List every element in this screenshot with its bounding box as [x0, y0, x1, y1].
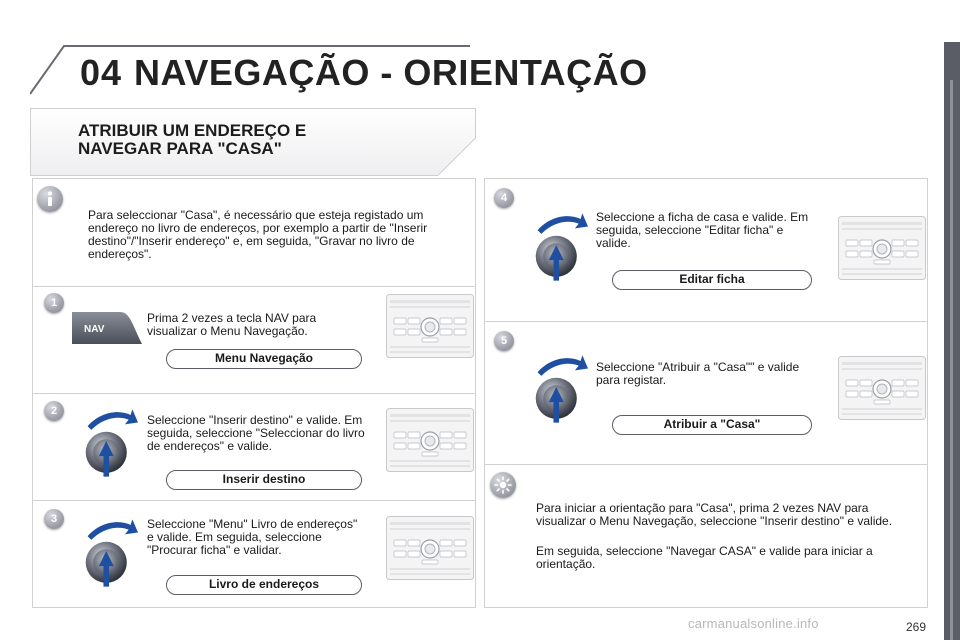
rotary-knob-icon	[82, 514, 138, 592]
atribuir-a-casa-button[interactable]: Atribuir a "Casa"	[612, 415, 812, 435]
chapter-title: NAVEGAÇÃO - ORIENTAÇÃO	[134, 52, 648, 93]
tip-text-line1: Para iniciar a orientação para "Casa", prima 2 vezes NAV para visualizar o Menu Navegação, seleccione "Inserir destino" e valide.	[536, 501, 893, 528]
step-5-text: Seleccione "Atribuir a "Casa"" e valide para registar.	[596, 360, 800, 387]
step-1-badge: 1	[44, 293, 64, 313]
menu-navegacao-button[interactable]: Menu Navegação	[166, 349, 362, 369]
watermark: carmanualsonline.info	[688, 616, 819, 631]
radio-panel-image	[386, 516, 474, 580]
section-title	[78, 122, 418, 158]
divider	[484, 464, 928, 465]
info-icon	[37, 186, 63, 212]
step-4-text: Seleccione a ficha de casa e valide. Em seguida, seleccione "Editar ficha" e valide.	[596, 210, 809, 250]
step-5-badge: 5	[494, 331, 514, 351]
inserir-destino-button[interactable]: Inserir destino	[166, 470, 362, 490]
divider	[32, 393, 476, 394]
step-3-text: Seleccione "Menu" Livro de endereços" e valide. Em seguida, seleccione "Procurar ficha" e validar.	[147, 517, 358, 557]
tip-text-line2: Em seguida, seleccione "Navegar CASA" e valide para iniciar a orientação.	[536, 544, 873, 571]
nav-key-icon	[72, 310, 144, 346]
chapter-number: 04	[80, 52, 123, 93]
radio-panel-image	[838, 356, 926, 420]
section-title-line1: ATRIBUIR UM ENDEREÇO E	[78, 121, 307, 140]
page-number: 269	[906, 620, 927, 634]
section-title-line2: NAVEGAR PARA "CASA"	[78, 139, 282, 158]
step-1-text: Prima 2 vezes a tecla NAV para visualizar o Menu Navegação.	[147, 311, 317, 338]
radio-panel-image	[386, 294, 474, 358]
nav-key-label: NAV	[84, 324, 105, 335]
info-text: Para seleccionar "Casa", é necessário que esteja registado um endereço no livro de endereços, por exemplo a partir de "Inserir destino"/"Inserir endereço" e, em seguida, "Gravar no livro de endereços".	[88, 208, 428, 261]
livro-de-enderecos-button[interactable]: Livro de endereços	[166, 575, 362, 595]
step-3-badge: 3	[44, 509, 64, 529]
page-side-bar-line	[950, 80, 953, 640]
rotary-knob-icon	[532, 208, 588, 286]
tip-sun-icon	[490, 472, 516, 498]
step-2-badge: 2	[44, 401, 64, 421]
rotary-knob-icon	[82, 404, 138, 482]
step-2-text: Seleccione "Inserir destino" e valide. Em seguida, seleccione "Seleccionar do livro de endereços" e valide.	[147, 413, 365, 453]
divider	[484, 321, 928, 322]
divider	[32, 286, 476, 287]
step-4-badge: 4	[494, 188, 514, 208]
radio-panel-image	[386, 408, 474, 472]
rotary-knob-icon	[532, 350, 588, 428]
editar-ficha-button[interactable]: Editar ficha	[612, 270, 812, 290]
divider	[32, 500, 476, 501]
radio-panel-image	[838, 216, 926, 280]
